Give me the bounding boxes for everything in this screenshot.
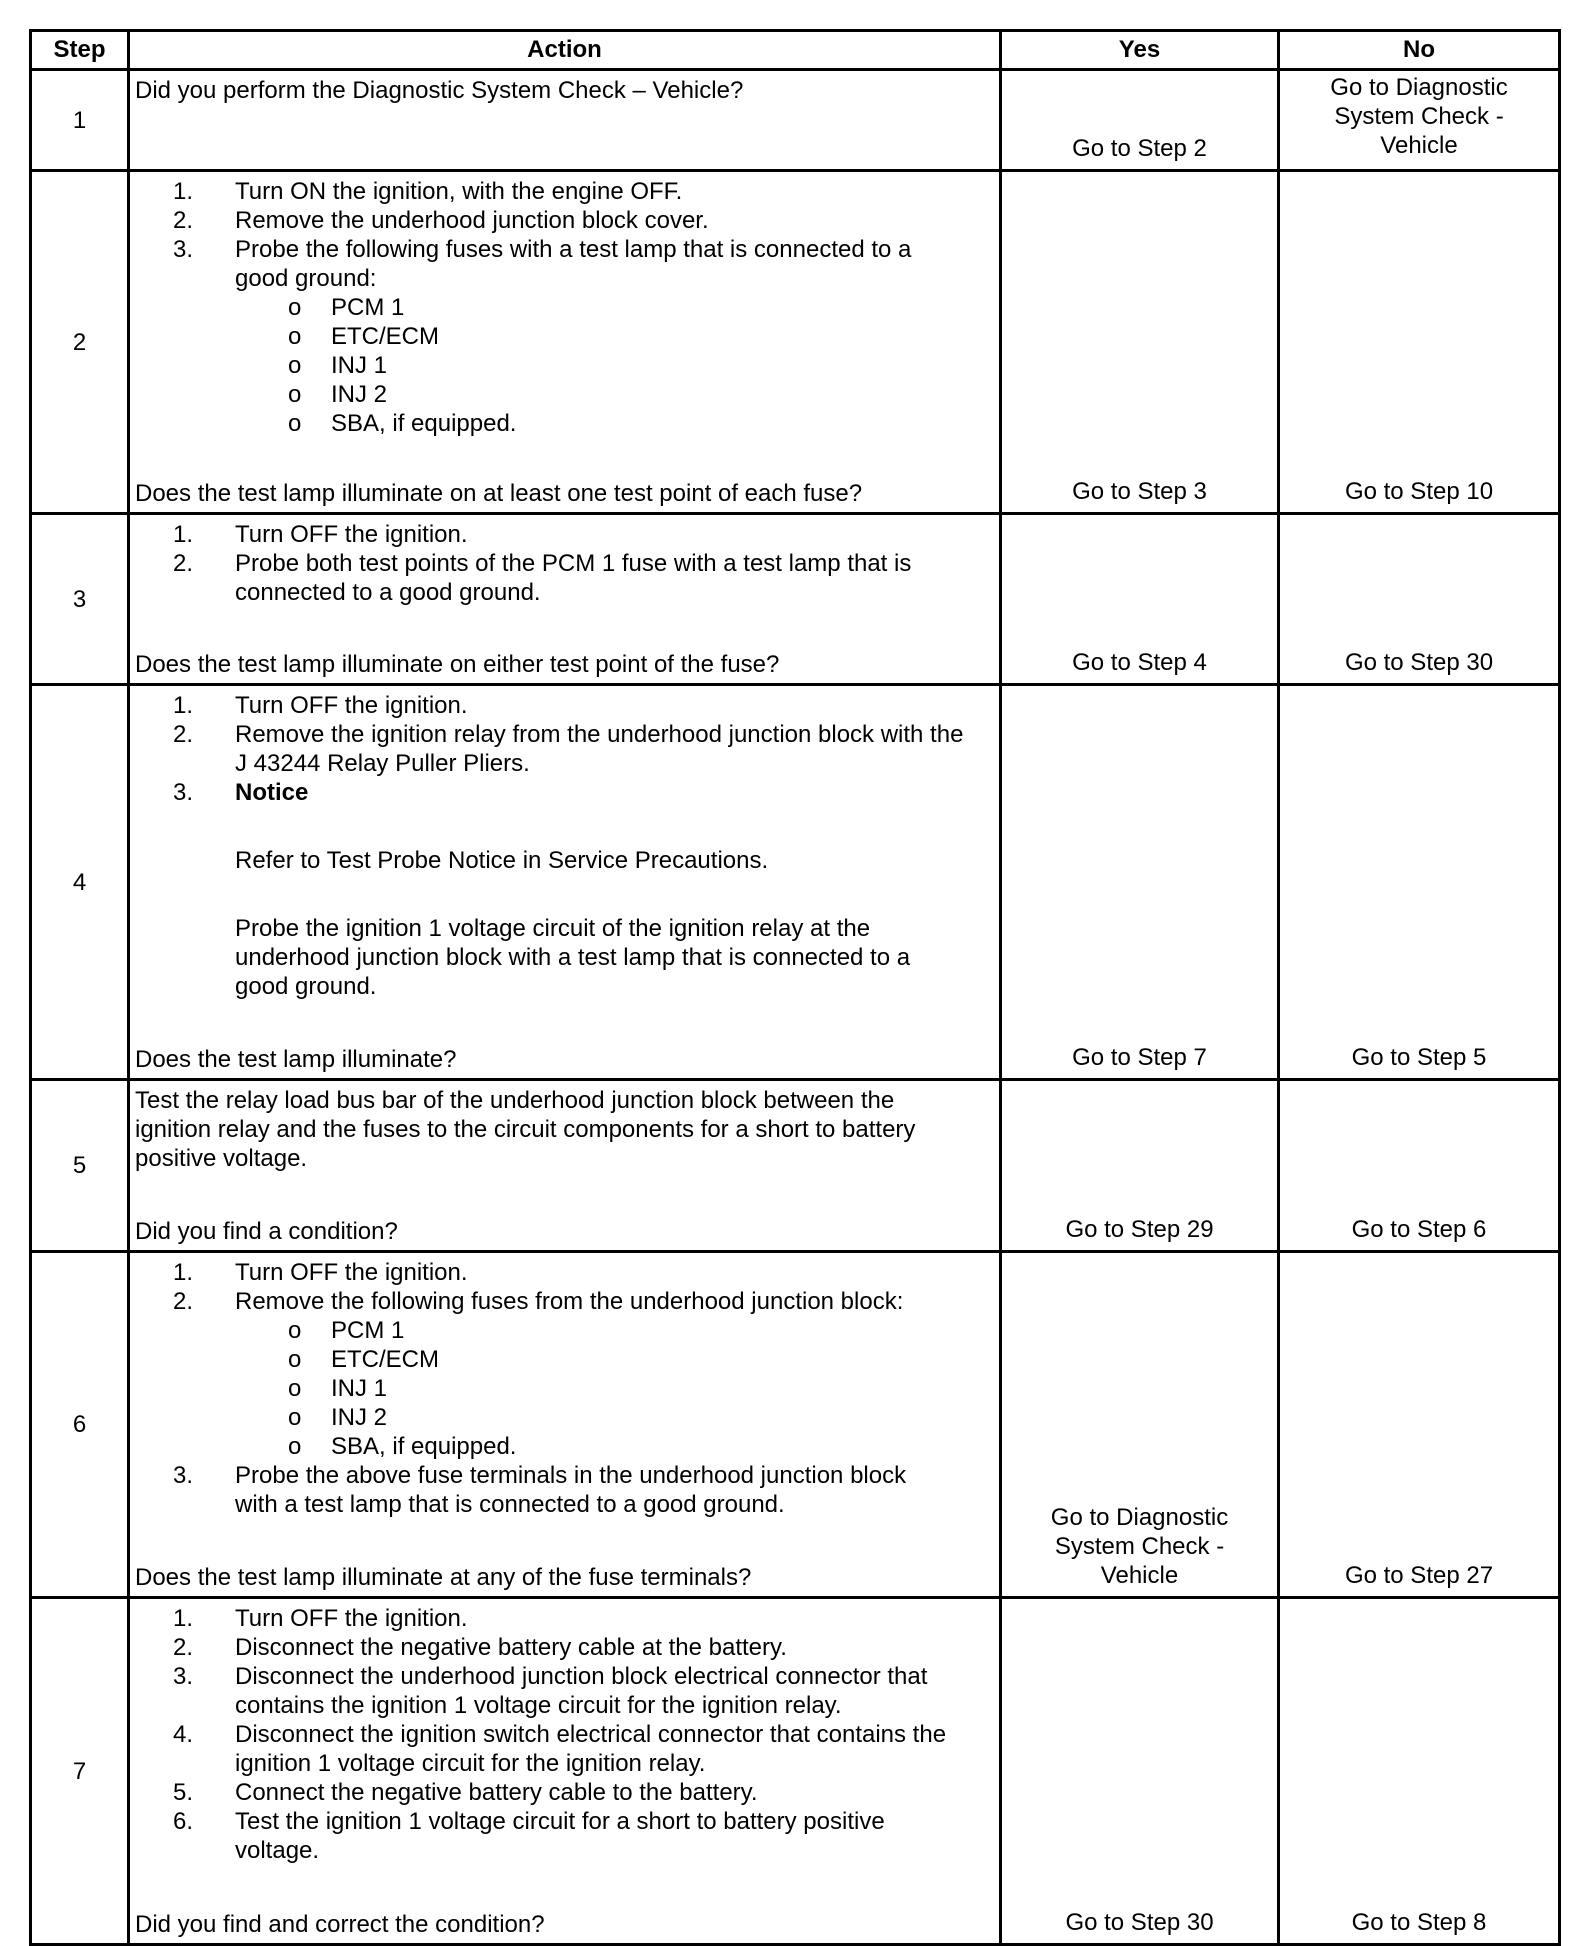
- step-number: 5: [31, 1080, 129, 1252]
- header-step: Step: [31, 31, 129, 70]
- list-item: 2. Remove the underhood junction block cover.: [172, 207, 709, 234]
- sub-list-item: o INJ 2: [288, 381, 388, 408]
- list-item: 3. Probe the above fuse terminals in the underhood junction block with a test lamp that is connected to a good ground.: [172, 1462, 907, 1518]
- list-item: 1. Turn OFF the ignition.: [172, 1259, 468, 1286]
- step-number: 6: [31, 1252, 129, 1598]
- question-text: Did you find and correct the condition?: [135, 1911, 545, 1938]
- yes-cell: Go to Step 7: [1001, 685, 1279, 1080]
- action-cell: [129, 685, 1001, 1080]
- action-cell: [129, 514, 1001, 685]
- table-row: [31, 1252, 1560, 1598]
- action-text: Did you perform the Diagnostic System Check – Vehicle?: [135, 77, 744, 104]
- sub-list-item: o PCM 1: [288, 1317, 405, 1344]
- action-text: Test the relay load bus bar of the underhood junction block between the ignition relay and the fuses to the circuit components for a short to battery positive voltage.: [135, 1087, 916, 1172]
- sub-list-item: o ETC/ECM: [288, 323, 439, 350]
- no-text: Go to Diagnostic System Check - Vehicle: [1330, 74, 1508, 159]
- table-row: [31, 70, 1560, 171]
- yes-cell: [1001, 1252, 1279, 1598]
- step-number: 7: [31, 1598, 129, 1945]
- table-row: [31, 1598, 1560, 1945]
- no-cell: [1279, 70, 1560, 171]
- no-cell: Go to Step 27: [1279, 1252, 1560, 1598]
- no-cell: Go to Step 6: [1279, 1080, 1560, 1252]
- header-no: No: [1279, 31, 1560, 70]
- action-cell: [129, 171, 1001, 514]
- sub-list-item: o INJ 1: [288, 352, 388, 379]
- sub-list-item: o INJ 1: [288, 1375, 388, 1402]
- diagnostic-table: [29, 29, 1561, 1946]
- list-item: 1. Turn OFF the ignition.: [172, 1605, 468, 1632]
- yes-cell: Go to Step 3: [1001, 171, 1279, 514]
- list-item: 2. Remove the following fuses from the underhood junction block:: [172, 1288, 904, 1315]
- table-row: [31, 514, 1560, 685]
- no-cell: Go to Step 8: [1279, 1598, 1560, 1945]
- list-item: 2. Remove the ignition relay from the underhood junction block with the J 43244 Relay Puller Pliers.: [172, 721, 964, 777]
- step-number: 2: [31, 171, 129, 514]
- action-cell: [129, 70, 1001, 171]
- header-action: Action: [129, 31, 1001, 70]
- sub-list-item: o PCM 1: [288, 294, 405, 321]
- yes-cell: Go to Step 30: [1001, 1598, 1279, 1945]
- table-row: [31, 1080, 1560, 1252]
- sub-list-item: o SBA, if equipped.: [288, 410, 517, 437]
- action-cell: [129, 1252, 1001, 1598]
- action-cell: [129, 1080, 1001, 1252]
- sub-list-item: o ETC/ECM: [288, 1346, 439, 1373]
- list-item: 3. Notice: [172, 779, 309, 806]
- step-number: 3: [31, 514, 129, 685]
- list-item: 1. Turn OFF the ignition.: [172, 692, 468, 719]
- header-yes: Yes: [1001, 31, 1279, 70]
- list-item: 2. Disconnect the negative battery cable at the battery.: [172, 1634, 787, 1661]
- list-item: 3. Probe the following fuses with a test lamp that is connected to a good ground:: [172, 236, 912, 292]
- no-cell: Go to Step 30: [1279, 514, 1560, 685]
- table-row: [31, 171, 1560, 514]
- sub-list-item: o INJ 2: [288, 1404, 388, 1431]
- list-item: 1. Turn OFF the ignition.: [172, 521, 468, 548]
- yes-cell: Go to Step 4: [1001, 514, 1279, 685]
- sub-list-item: o SBA, if equipped.: [288, 1433, 517, 1460]
- action-cell: [129, 1598, 1001, 1945]
- yes-cell: Go to Step 2: [1001, 70, 1279, 171]
- step-number: 4: [31, 685, 129, 1080]
- list-item: 3. Disconnect the underhood junction block electrical connector that contains the ignition 1 voltage circuit for the ignition relay.: [172, 1663, 928, 1719]
- probe-text: Probe the ignition 1 voltage circuit of the ignition relay at the underhood junction block with a test lamp that is connected to a good ground.: [235, 915, 911, 1000]
- question-text: Does the test lamp illuminate at any of the fuse terminals?: [135, 1564, 752, 1591]
- list-item: 5. Connect the negative battery cable to the battery.: [172, 1779, 758, 1806]
- header-row: [31, 31, 1560, 70]
- list-item: 1. Turn ON the ignition, with the engine OFF.: [172, 178, 683, 205]
- list-item: 4. Disconnect the ignition switch electrical connector that contains the ignition 1 voltage circuit for the ignition relay.: [172, 1721, 947, 1777]
- notice-text: Refer to Test Probe Notice in Service Precautions.: [235, 847, 769, 874]
- no-cell: Go to Step 10: [1279, 171, 1560, 514]
- table-row: [31, 685, 1560, 1080]
- question-text: Does the test lamp illuminate on at least one test point of each fuse?: [135, 480, 863, 507]
- question-text: Does the test lamp illuminate?: [135, 1046, 457, 1073]
- question-text: Does the test lamp illuminate on either test point of the fuse?: [135, 651, 780, 678]
- step-number: 1: [31, 70, 129, 171]
- list-item: 6. Test the ignition 1 voltage circuit for a short to battery positive voltage.: [172, 1808, 885, 1864]
- question-text: Did you find a condition?: [135, 1218, 398, 1245]
- no-cell: Go to Step 5: [1279, 685, 1560, 1080]
- list-item: 2. Probe both test points of the PCM 1 fuse with a test lamp that is connected to a good ground.: [172, 550, 912, 606]
- yes-cell: Go to Step 29: [1001, 1080, 1279, 1252]
- yes-text: Go to Diagnostic System Check - Vehicle: [1050, 1504, 1229, 1589]
